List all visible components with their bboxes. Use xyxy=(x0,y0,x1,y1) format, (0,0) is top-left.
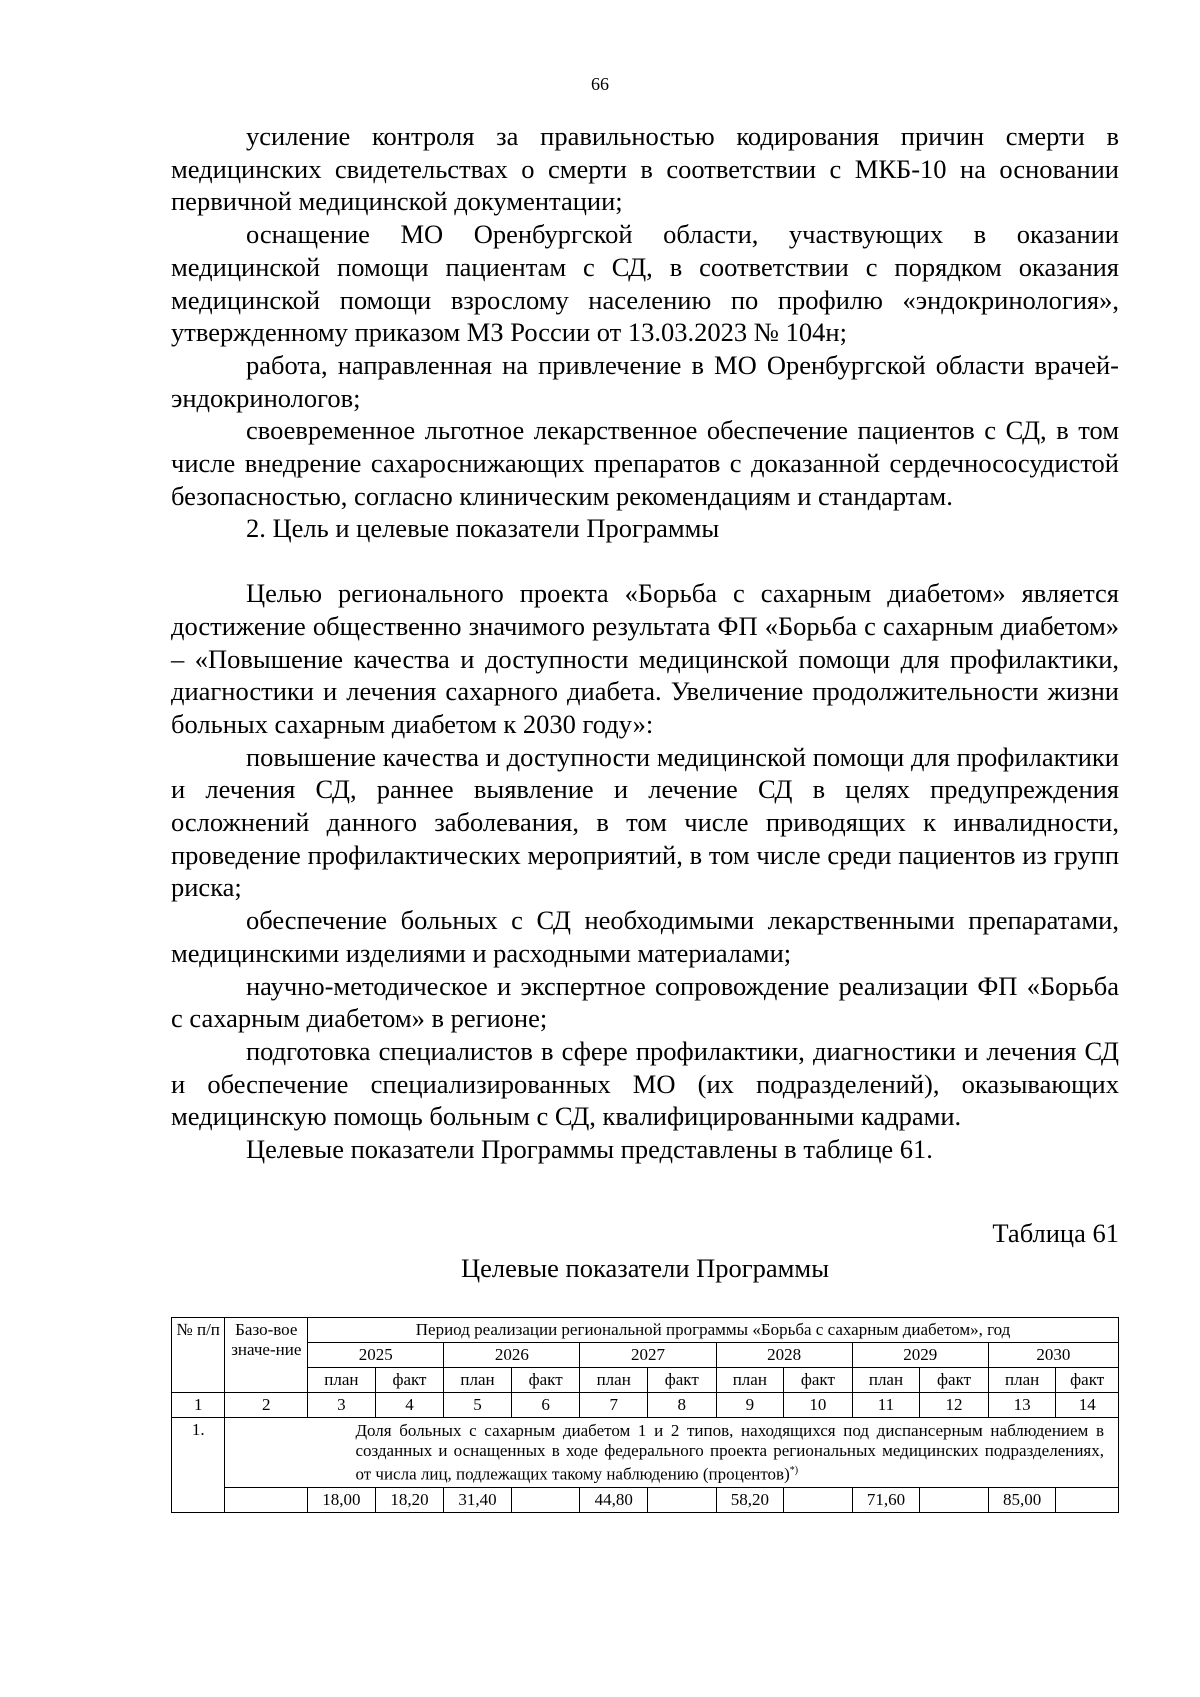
section-heading: 2. Цель и целевые показатели Программы xyxy=(246,513,720,544)
paragraph: Целевые показатели Программы представлены в таблице 61. xyxy=(246,1134,933,1165)
value-cell xyxy=(1056,1487,1119,1512)
value-cell xyxy=(511,1487,580,1512)
indicator-description xyxy=(225,1418,1119,1488)
value-cell: 18,00 xyxy=(308,1487,376,1512)
base-value-cell xyxy=(225,1487,308,1512)
document-body xyxy=(171,120,1119,1166)
header-fact: факт xyxy=(511,1368,580,1393)
column-number: 5 xyxy=(444,1393,512,1418)
paragraph: подготовка специалистов в сфере профилактики, диагностики и лечения СД и обеспечение специализированных МО (их подразделений), оказывающих медицинскую помощь больным с СД, квалифицированными кадрами. xyxy=(171,1035,1119,1132)
value-cell xyxy=(784,1487,853,1512)
paragraph: работа, направленная на привлечение в МО Оренбургской области врачей-эндокринологов; xyxy=(171,349,1119,413)
value-cell: 71,60 xyxy=(852,1487,920,1512)
targets-table xyxy=(171,1317,1119,1513)
header-plan: план xyxy=(308,1368,376,1393)
column-number: 11 xyxy=(852,1393,920,1418)
header-fact: факт xyxy=(647,1368,716,1393)
paragraph: обеспечение больных с СД необходимыми лекарственными препаратами, медицинскими изделиями и расходными материалами; xyxy=(171,905,1119,968)
column-number: 1 xyxy=(172,1393,225,1418)
indicator-text: Доля больных с сахарным диабетом 1 и 2 типов, находящихся под диспансерным наблюдением в созданных и оснащенных в ходе федерального проекта региональных медицинских подразделениях, от числа лиц, подлежащих такому наблюдению (процентов) xyxy=(355,1421,1104,1484)
header-plan: план xyxy=(580,1368,648,1393)
paragraph: повышение качества и доступности медицинской помощи для профилактики и лечения СД, раннее выявление и лечение СД в целях предупреждения осложнений данного заболевания, в том числе приводящих к инвалидности, проведение профилактических мероприятий, в том числе среди пациентов из групп риска; xyxy=(171,741,1119,903)
page-number: 66 xyxy=(591,74,609,94)
column-number: 4 xyxy=(375,1393,444,1418)
header-base-value: Базо-вое значе-ние xyxy=(225,1318,308,1393)
header-year: 2030 xyxy=(988,1343,1118,1368)
header-year: 2027 xyxy=(580,1343,716,1368)
header-number: № п/п xyxy=(172,1318,225,1393)
paragraph: оснащение МО Оренбургской области, участвующих в оказании медицинской помощи пациентам с СД, в соответствии с порядком оказания медицинской помощи взрослому населению по профилю «эндокринология», утвержденному приказом МЗ России от 13.03.2023 № 104н; xyxy=(171,219,1119,348)
footnote-mark: *) xyxy=(789,1465,799,1476)
column-number: 7 xyxy=(580,1393,648,1418)
value-cell: 18,20 xyxy=(375,1487,444,1512)
column-numbers-row xyxy=(172,1393,1119,1418)
table-title: Целевые показатели Программы xyxy=(460,1253,830,1283)
column-number: 8 xyxy=(647,1393,716,1418)
value-cell: 44,80 xyxy=(580,1487,648,1512)
column-number: 13 xyxy=(988,1393,1056,1418)
paragraph: Целью регионального проекта «Борьба с сахарным диабетом» является достижение общественно значимого результата ФП «Борьба с сахарным диабетом» – «Повышение качества и доступности медицинской помощи для профилактики, диагностики и лечения сахарного диабета. Увеличение продолжительности жизни больных сахарным диабетом к 2030 году»: xyxy=(171,578,1119,739)
column-number: 2 xyxy=(225,1393,308,1418)
row-number: 1. xyxy=(172,1418,225,1513)
table-label: Таблица 61 xyxy=(992,1218,1119,1248)
table-row xyxy=(172,1418,1119,1488)
column-number: 12 xyxy=(920,1393,989,1418)
column-number: 14 xyxy=(1056,1393,1119,1418)
header-plan: план xyxy=(716,1368,784,1393)
header-year: 2025 xyxy=(308,1343,444,1368)
value-cell xyxy=(647,1487,716,1512)
header-year: 2029 xyxy=(852,1343,988,1368)
header-plan: план xyxy=(444,1368,512,1393)
paragraph: научно-методическое и экспертное сопровождение реализации ФП «Борьба с сахарным диабетом» в регионе; xyxy=(171,970,1119,1034)
header-year: 2028 xyxy=(716,1343,852,1368)
column-number: 3 xyxy=(308,1393,376,1418)
header-fact: факт xyxy=(375,1368,444,1393)
header-period: Период реализации региональной программы «Борьба с сахарным диабетом», год xyxy=(308,1318,1119,1343)
column-number: 10 xyxy=(784,1393,853,1418)
value-cell: 85,00 xyxy=(988,1487,1056,1512)
value-cell: 31,40 xyxy=(444,1487,512,1512)
header-plan: план xyxy=(852,1368,920,1393)
header-year: 2026 xyxy=(444,1343,580,1368)
header-plan: план xyxy=(988,1368,1056,1393)
column-number: 6 xyxy=(511,1393,580,1418)
header-fact: факт xyxy=(1056,1368,1119,1393)
paragraph: своевременное льготное лекарственное обеспечение пациентов с СД, в том числе внедрение сахароснижающих препаратов с доказанной сердечнососудистой безопасностью, согласно клиническим рекомендациям и стандартам. xyxy=(171,415,1119,511)
value-cell xyxy=(920,1487,989,1512)
paragraph: усиление контроля за правильностью кодирования причин смерти в медицинских свидетельствах о смерти в соответствии с МКБ-10 на основании первичной медицинской документации; xyxy=(171,121,1119,217)
value-cell: 58,20 xyxy=(716,1487,784,1512)
header-fact: факт xyxy=(784,1368,853,1393)
column-number: 9 xyxy=(716,1393,784,1418)
header-fact: факт xyxy=(920,1368,989,1393)
table-row-values xyxy=(172,1487,1119,1512)
